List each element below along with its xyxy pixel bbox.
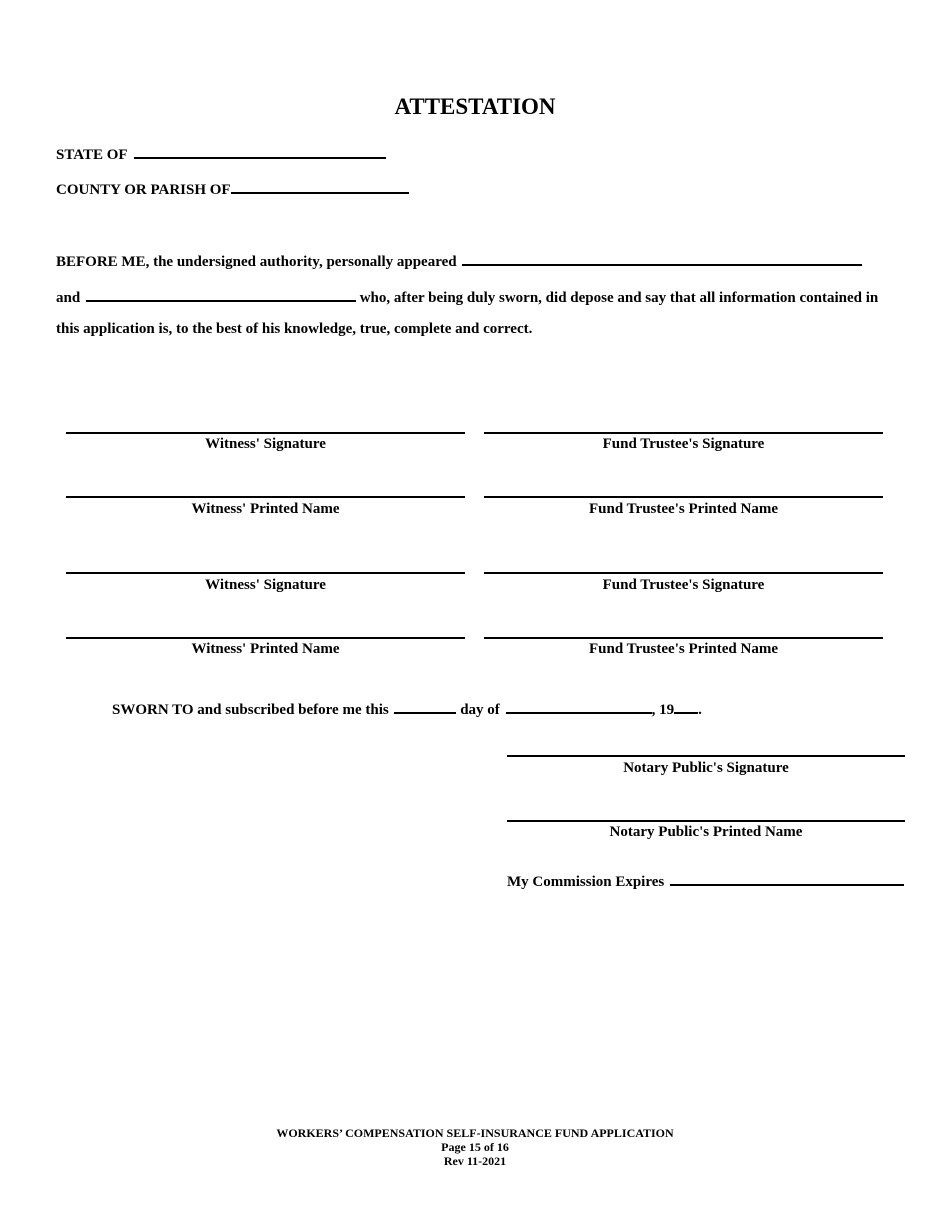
appeared-person-1-field[interactable] (462, 250, 862, 266)
witness-signature-line-2[interactable] (66, 572, 465, 574)
commission-label: My Commission Expires (507, 874, 665, 890)
witness-printed-name-label: Witness' Printed Name (191, 501, 340, 517)
sworn-statement-text: who, after being duly sworn, did depose and say that all information contained in (359, 290, 879, 306)
trustee-signature-label: Fund Trustee's Signature (602, 436, 765, 452)
trustee-printed-name-line[interactable] (484, 496, 883, 498)
witness-signature-label: Witness' Signature (205, 436, 326, 452)
county-label: COUNTY OR PARISH OF (56, 182, 231, 198)
witness-printed-name-line-2[interactable] (66, 637, 465, 639)
county-row (56, 178, 409, 199)
commission-expires-field[interactable] (670, 870, 904, 886)
notary-printed-name-label: Notary Public's Printed Name (609, 824, 803, 840)
and-text: and (56, 290, 81, 306)
county-field[interactable] (231, 178, 409, 194)
sworn-month-field[interactable] (506, 698, 652, 714)
footer-revision: Rev 11-2021 (443, 1154, 507, 1168)
day-of-text: day of (460, 702, 500, 718)
trustee-printed-name-label: Fund Trustee's Printed Name (588, 501, 779, 517)
trustee-signature-line-2[interactable] (484, 572, 883, 574)
notary-signature-line[interactable] (507, 755, 905, 757)
state-label: STATE OF (56, 147, 127, 163)
year-prefix-text: , 19 (651, 702, 675, 718)
state-row (56, 143, 386, 164)
sworn-day-field[interactable] (394, 698, 456, 714)
appearance-line-2 (56, 286, 878, 307)
commission-row (507, 870, 904, 891)
sworn-row (112, 698, 702, 719)
state-field[interactable] (134, 143, 386, 159)
witness-printed-name-line[interactable] (66, 496, 465, 498)
appearance-text: BEFORE ME, the undersigned authority, personally appeared (56, 254, 457, 270)
appearance-line-1 (56, 250, 862, 271)
witness-signature-label-2: Witness' Signature (205, 577, 326, 593)
page-title: ATTESTATION (394, 94, 556, 119)
trustee-printed-name-label-2: Fund Trustee's Printed Name (588, 641, 779, 657)
trustee-signature-label-2: Fund Trustee's Signature (602, 577, 765, 593)
footer-page-number: Page 15 of 16 (441, 1140, 509, 1154)
sworn-end-text: . (698, 702, 702, 718)
footer-form-title: WORKERS’ COMPENSATION SELF-INSURANCE FUND APPLICATION (276, 1126, 674, 1140)
notary-printed-name-line[interactable] (507, 820, 905, 822)
witness-printed-name-label-2: Witness' Printed Name (191, 641, 340, 657)
sworn-year-field[interactable] (674, 698, 698, 714)
trustee-printed-name-line-2[interactable] (484, 637, 883, 639)
trustee-signature-line[interactable] (484, 432, 883, 434)
notary-signature-label: Notary Public's Signature (623, 760, 789, 776)
witness-signature-line[interactable] (66, 432, 465, 434)
appeared-person-2-field[interactable] (86, 286, 356, 302)
sworn-text: SWORN TO and subscribed before me this (112, 702, 389, 718)
appearance-line-3: this application is, to the best of his knowledge, true, complete and correct. (56, 321, 533, 337)
